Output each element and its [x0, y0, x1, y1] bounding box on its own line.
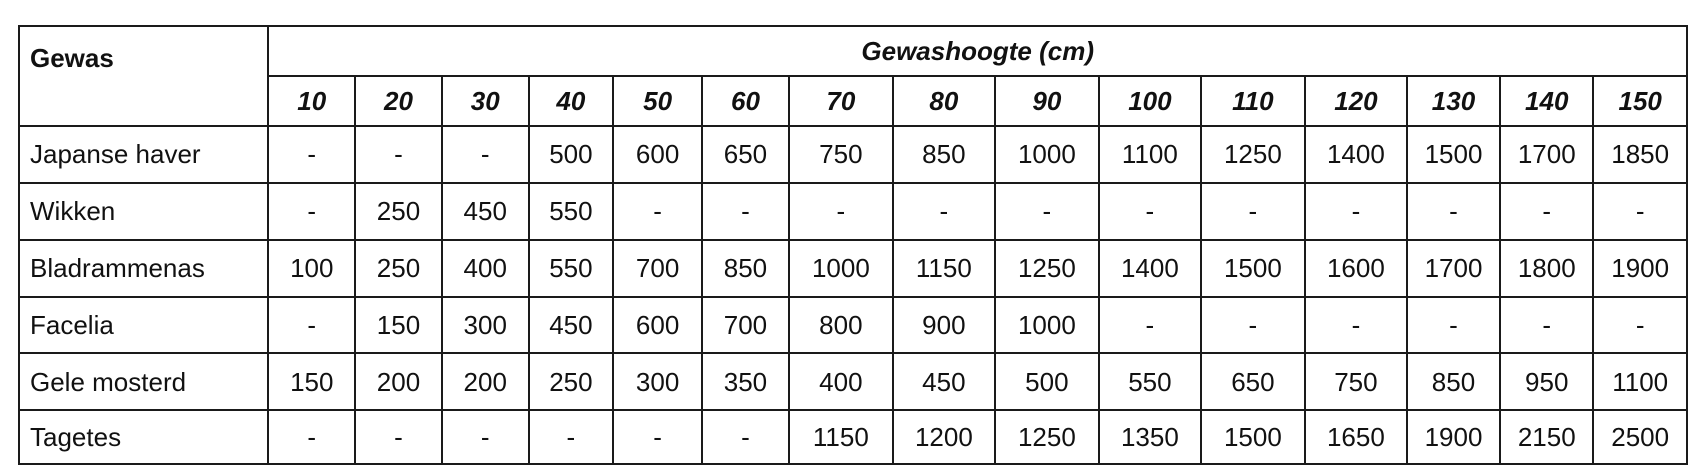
value-cell: 550	[529, 240, 614, 297]
value-cell: 1000	[789, 240, 893, 297]
value-cell: -	[355, 126, 442, 183]
value-cell: -	[442, 126, 529, 183]
height-column-header: 100	[1099, 76, 1201, 126]
value-cell: 400	[442, 240, 529, 297]
value-cell: 1500	[1407, 126, 1500, 183]
table-row	[19, 353, 1687, 410]
header-gewashoogte: Gewashoogte (cm)	[268, 26, 1687, 76]
value-cell: 1000	[995, 297, 1099, 354]
height-column-header: 140	[1500, 76, 1593, 126]
height-column-header: 50	[613, 76, 702, 126]
value-cell: 950	[1500, 353, 1593, 410]
value-cell: 1500	[1201, 240, 1305, 297]
crop-name-cell: Gele mosterd	[19, 353, 268, 410]
header-gewas: Gewas	[19, 26, 268, 126]
value-cell: 700	[613, 240, 702, 297]
value-cell: -	[1500, 183, 1593, 240]
value-cell: 1250	[1201, 126, 1305, 183]
value-cell: 1250	[995, 240, 1099, 297]
value-cell: 450	[529, 297, 614, 354]
value-cell: 450	[893, 353, 995, 410]
value-cell: -	[702, 410, 789, 464]
value-cell: 250	[355, 240, 442, 297]
value-cell: 750	[789, 126, 893, 183]
value-cell: 600	[613, 126, 702, 183]
value-cell: 700	[702, 297, 789, 354]
value-cell: -	[529, 410, 614, 464]
value-cell: 1250	[995, 410, 1099, 464]
height-column-header: 150	[1593, 76, 1687, 126]
value-cell: -	[1099, 183, 1201, 240]
value-cell: 1800	[1500, 240, 1593, 297]
value-cell: 650	[1201, 353, 1305, 410]
value-cell: 1150	[893, 240, 995, 297]
value-cell: 350	[702, 353, 789, 410]
height-column-header: 90	[995, 76, 1099, 126]
value-cell: -	[268, 126, 355, 183]
height-columns-row	[19, 76, 1687, 126]
table-row	[19, 410, 1687, 464]
value-cell: 300	[613, 353, 702, 410]
value-cell: 1150	[789, 410, 893, 464]
value-cell: 1600	[1305, 240, 1407, 297]
value-cell: -	[268, 410, 355, 464]
value-cell: 600	[613, 297, 702, 354]
value-cell: 1100	[1099, 126, 1201, 183]
crop-name-cell: Bladrammenas	[19, 240, 268, 297]
value-cell: 200	[355, 353, 442, 410]
value-cell: 650	[702, 126, 789, 183]
value-cell: 1000	[995, 126, 1099, 183]
value-cell: 250	[355, 183, 442, 240]
value-cell: 2150	[1500, 410, 1593, 464]
height-column-header: 70	[789, 76, 893, 126]
value-cell: 500	[995, 353, 1099, 410]
crop-name-cell: Tagetes	[19, 410, 268, 464]
value-cell: 1100	[1593, 353, 1687, 410]
value-cell: 1650	[1305, 410, 1407, 464]
table-row	[19, 297, 1687, 354]
height-column-header: 60	[702, 76, 789, 126]
value-cell: 850	[893, 126, 995, 183]
value-cell: 1700	[1500, 126, 1593, 183]
value-cell: -	[1305, 183, 1407, 240]
crop-height-table-container	[18, 25, 1688, 465]
crop-name-cell: Wikken	[19, 183, 268, 240]
table-body	[19, 126, 1687, 464]
height-column-header: 130	[1407, 76, 1500, 126]
value-cell: 900	[893, 297, 995, 354]
table-row	[19, 240, 1687, 297]
value-cell: -	[1201, 297, 1305, 354]
table-row	[19, 183, 1687, 240]
value-cell: 150	[355, 297, 442, 354]
value-cell: -	[1099, 297, 1201, 354]
height-column-header: 30	[442, 76, 529, 126]
value-cell: 2500	[1593, 410, 1687, 464]
value-cell: 1850	[1593, 126, 1687, 183]
height-column-header: 40	[529, 76, 614, 126]
value-cell: 400	[789, 353, 893, 410]
value-cell: 1200	[893, 410, 995, 464]
value-cell: 300	[442, 297, 529, 354]
crop-name-cell: Japanse haver	[19, 126, 268, 183]
value-cell: 1350	[1099, 410, 1201, 464]
value-cell: -	[702, 183, 789, 240]
height-column-header: 20	[355, 76, 442, 126]
value-cell: 1900	[1407, 410, 1500, 464]
value-cell: 100	[268, 240, 355, 297]
value-cell: 250	[529, 353, 614, 410]
height-column-header: 110	[1201, 76, 1305, 126]
crop-name-cell: Facelia	[19, 297, 268, 354]
value-cell: -	[893, 183, 995, 240]
height-column-header: 80	[893, 76, 995, 126]
value-cell: 850	[702, 240, 789, 297]
value-cell: -	[268, 183, 355, 240]
value-cell: -	[613, 183, 702, 240]
value-cell: -	[995, 183, 1099, 240]
value-cell: -	[1201, 183, 1305, 240]
value-cell: -	[1407, 297, 1500, 354]
crop-height-table	[18, 25, 1688, 465]
value-cell: 200	[442, 353, 529, 410]
value-cell: 1500	[1201, 410, 1305, 464]
value-cell: -	[613, 410, 702, 464]
value-cell: 1700	[1407, 240, 1500, 297]
value-cell: 1900	[1593, 240, 1687, 297]
height-column-header: 10	[268, 76, 355, 126]
value-cell: 800	[789, 297, 893, 354]
value-cell: 150	[268, 353, 355, 410]
value-cell: -	[355, 410, 442, 464]
value-cell: -	[789, 183, 893, 240]
value-cell: -	[268, 297, 355, 354]
value-cell: 750	[1305, 353, 1407, 410]
value-cell: 550	[529, 183, 614, 240]
value-cell: -	[1305, 297, 1407, 354]
value-cell: -	[1593, 297, 1687, 354]
value-cell: -	[442, 410, 529, 464]
value-cell: 1400	[1305, 126, 1407, 183]
value-cell: 450	[442, 183, 529, 240]
value-cell: -	[1500, 297, 1593, 354]
value-cell: 500	[529, 126, 614, 183]
value-cell: -	[1407, 183, 1500, 240]
value-cell: -	[1593, 183, 1687, 240]
value-cell: 850	[1407, 353, 1500, 410]
value-cell: 1400	[1099, 240, 1201, 297]
value-cell: 550	[1099, 353, 1201, 410]
table-row	[19, 126, 1687, 183]
height-column-header: 120	[1305, 76, 1407, 126]
